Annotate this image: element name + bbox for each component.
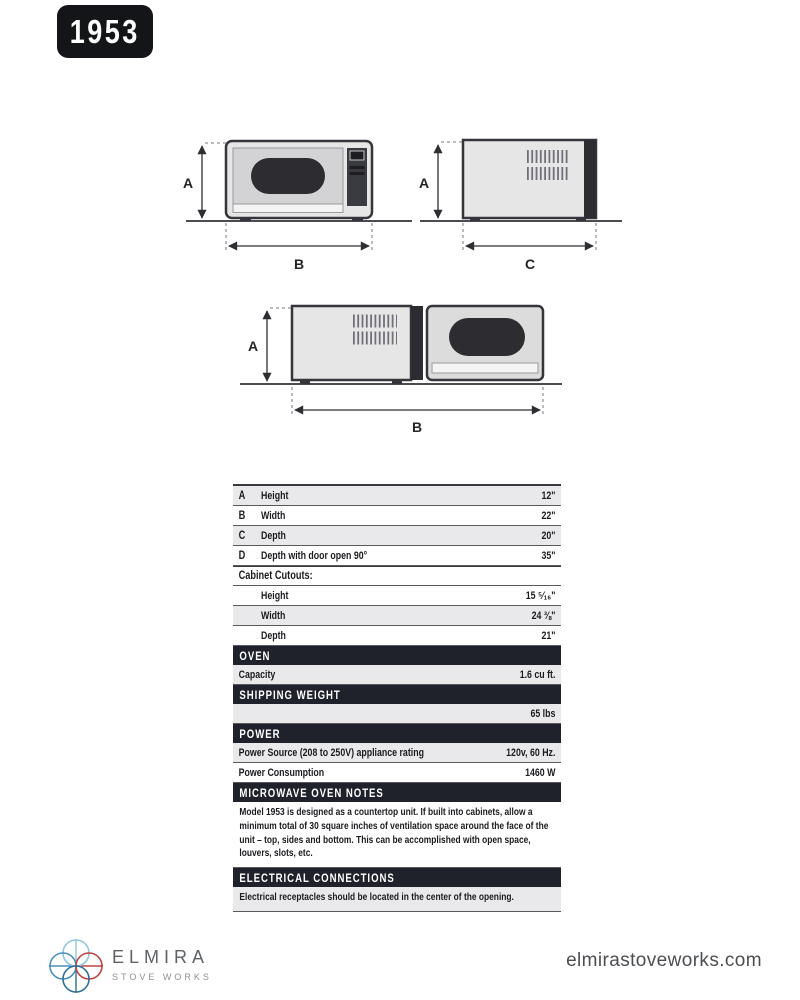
cutout-label: Width xyxy=(261,609,286,622)
dim-value: 22" xyxy=(541,509,556,522)
table-row xyxy=(233,606,561,626)
table-row xyxy=(233,665,561,685)
spec-label: Capacity xyxy=(238,668,276,681)
table-row xyxy=(233,626,561,646)
cabinet-cutouts-header: Cabinet Cutouts: xyxy=(233,566,561,586)
cutout-value: 21" xyxy=(541,629,556,642)
table-row xyxy=(233,704,561,724)
dim-label: Width xyxy=(261,509,286,522)
table-row xyxy=(233,743,561,763)
side-height-label: A xyxy=(418,175,430,191)
dim-letter: D xyxy=(238,549,246,562)
table-row xyxy=(233,506,561,526)
cutout-label: Height xyxy=(261,589,289,602)
table-row xyxy=(233,586,561,606)
model-number: 1953 xyxy=(69,12,141,50)
dim-value: 12" xyxy=(541,489,556,502)
dim-letter: B xyxy=(238,509,246,522)
dim-label: Height xyxy=(261,489,289,502)
section-header-microwave-notes: MICROWAVE OVEN NOTES xyxy=(233,783,561,802)
door-open-drawing xyxy=(240,306,562,435)
spec-label: Power Consumption xyxy=(238,766,325,779)
microwave-window xyxy=(251,158,325,194)
section-header-power: POWER xyxy=(233,724,561,743)
brand-wordmark xyxy=(112,947,212,982)
microwave-notes-text: Model 1953 is designed as a countertop unit. If built into cabinets, allow a minimum total of 30 square inches of ventilation space around the face of the unit – top, sides and bottom. This can be accomplished with open space, louvers, slots, etc. xyxy=(233,802,561,868)
front-width-label: B xyxy=(293,256,305,272)
spec-label: Power Source (208 to 250V) appliance rating xyxy=(238,746,424,759)
open-height-label: A xyxy=(247,338,259,354)
elmira-flower-logo-icon xyxy=(46,936,106,996)
dim-letter: A xyxy=(238,489,246,502)
door-handle-bar xyxy=(233,204,343,213)
table-row xyxy=(233,546,561,566)
door-window xyxy=(449,318,525,356)
table-row xyxy=(233,526,561,546)
section-header-electrical: ELECTRICAL CONNECTIONS xyxy=(233,868,561,887)
cutout-value: 24 ⅜" xyxy=(531,609,556,622)
dim-letter: C xyxy=(238,529,246,542)
spec-value: 1460 W xyxy=(525,766,556,779)
front-height-label: A xyxy=(182,175,194,191)
cutout-value: 15 ⁵⁄₁₆" xyxy=(525,589,556,602)
website-url: elmirastoveworks.com xyxy=(566,950,762,971)
dim-value: 20" xyxy=(541,529,556,542)
dimension-diagrams xyxy=(0,0,800,470)
dim-value: 35" xyxy=(541,549,556,562)
brand-subtitle: STOVE WORKS xyxy=(112,972,212,982)
spec-table xyxy=(233,484,561,912)
table-row xyxy=(233,763,561,783)
spec-value: 1.6 cu ft. xyxy=(519,668,556,681)
dim-label: Depth with door open 90° xyxy=(261,549,368,562)
brand-name: ELMIRA xyxy=(112,947,210,967)
spec-value: 120v, 60 Hz. xyxy=(506,746,556,759)
front-view-drawing xyxy=(183,141,412,272)
control-display xyxy=(350,151,364,160)
dim-label: Depth xyxy=(261,529,286,542)
table-row xyxy=(233,486,561,506)
spec-value: 65 lbs xyxy=(530,707,556,720)
section-header-shipping-weight: SHIPPING WEIGHT xyxy=(233,685,561,704)
open-width-label: B xyxy=(411,419,423,435)
section-header-oven: OVEN xyxy=(233,646,561,665)
cutout-label: Depth xyxy=(261,629,286,642)
side-view-drawing xyxy=(419,140,622,272)
electrical-connections-text: Electrical receptacles should be located in the center of the opening. xyxy=(233,887,561,912)
side-depth-label: C xyxy=(524,256,536,272)
